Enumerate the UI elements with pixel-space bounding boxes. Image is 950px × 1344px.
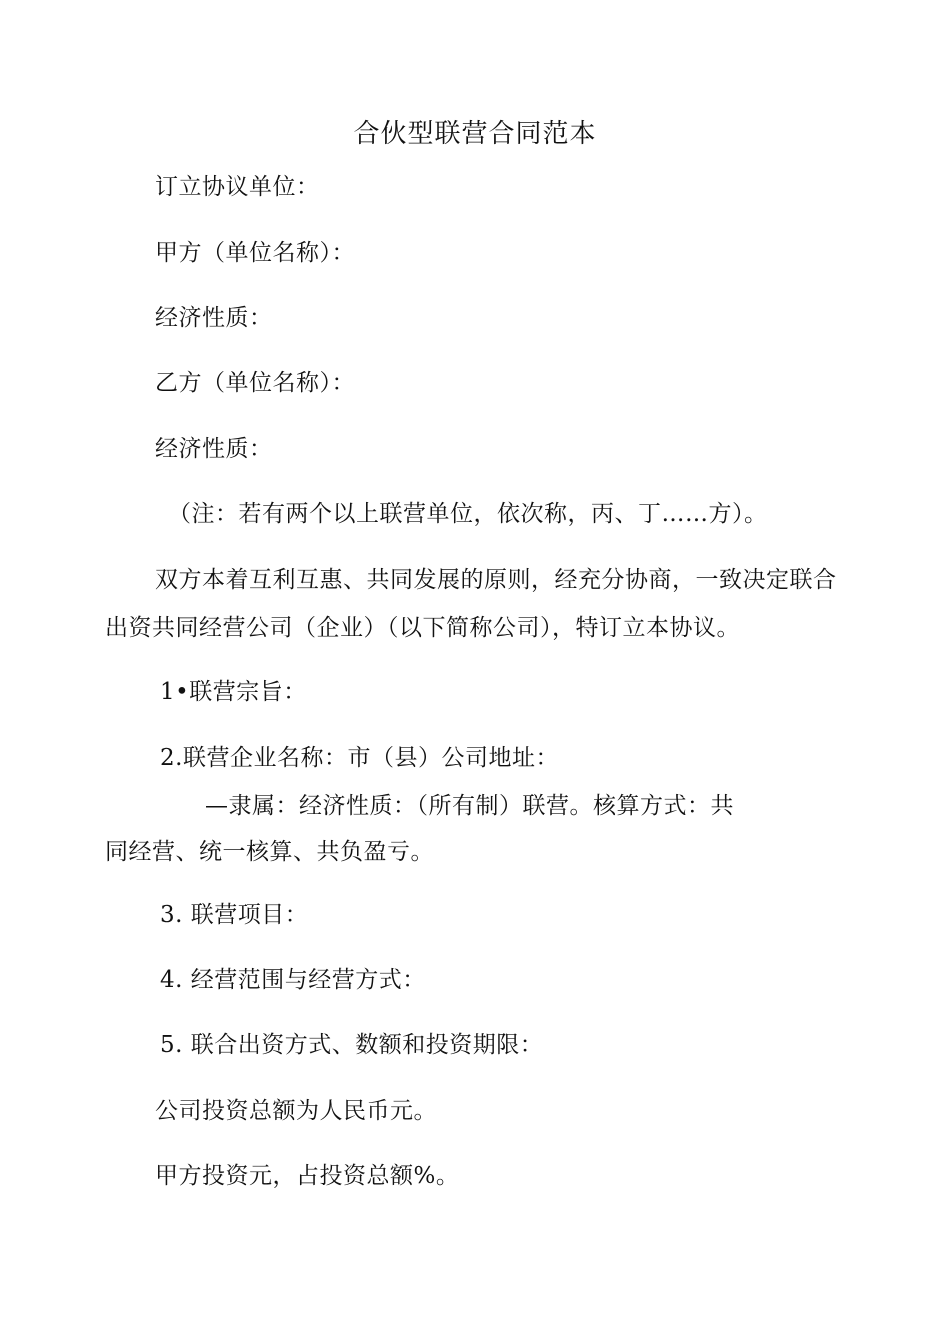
preamble-line-2: 出资共同经营公司（企业）（以下简称公司），特订立本协议。	[105, 615, 740, 641]
party-b-economic-nature-label: 经济性质：	[155, 436, 273, 462]
clause-2-affiliation-line-2: 同经营、统一核算、共负盈亏。	[105, 839, 434, 865]
party-a-economic-nature-label: 经济性质：	[155, 305, 273, 331]
signing-parties-label: 订立协议单位：	[155, 174, 320, 200]
party-a-investment-line: 甲方投资元，占投资总额%。	[155, 1163, 460, 1189]
clause-5-investment: 5. 联合出资方式、数额和投资期限：	[160, 1032, 544, 1058]
clause-2-affiliation-line-1: —隶属：经济性质：（所有制）联营。核算方式：共	[205, 793, 734, 819]
preamble-line-1: 双方本着互利互惠、共同发展的原则，经充分协商，一致决定联合	[155, 567, 837, 593]
document-title: 合伙型联营合同范本	[353, 119, 597, 149]
party-b-name-label: 乙方（单位名称）：	[155, 370, 355, 396]
note-paragraph: （注：若有两个以上联营单位，依次称，丙、丁……方）。	[168, 501, 768, 527]
total-investment-line: 公司投资总额为人民币元。	[155, 1098, 437, 1124]
clause-4-scope: 4. 经营范围与经营方式：	[160, 967, 426, 993]
clause-1-purpose: 1•联营宗旨：	[160, 679, 307, 705]
clause-3-project: 3. 联营项目：	[160, 902, 309, 928]
party-a-name-label: 甲方（单位名称）：	[155, 240, 355, 266]
clause-2-enterprise-name: 2.联营企业名称：市（县）公司地址：	[160, 745, 559, 771]
